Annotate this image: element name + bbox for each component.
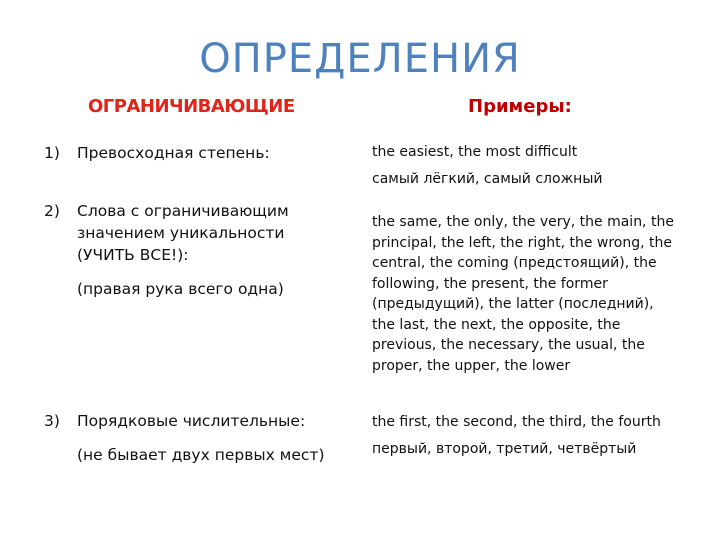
example-line-russian: первый, второй, третий, четвёртый bbox=[372, 440, 637, 457]
item-number: 2) bbox=[44, 202, 60, 220]
example-line-english: the same, the only, the very, the main, the principal, the left, the right, the wrong, the central, the coming (предстоящий), the following, the present, the former (предыдущий), the latter (последний), the last, the next, the opposite, the previous, the necessary, the usual, the proper, the upper, the lower bbox=[372, 214, 674, 374]
list-item-superlative bbox=[44, 142, 344, 164]
slide-title: ОПРЕДЕЛЕНИЯ bbox=[199, 36, 521, 82]
item-note: (не бывает двух первых мест) bbox=[77, 446, 325, 464]
list-item-ordinal bbox=[44, 410, 344, 466]
header-restrictive: ОГРАНИЧИВАЮЩИЕ bbox=[88, 96, 295, 117]
examples-superlative bbox=[372, 142, 680, 189]
item-text: Слова с ограничивающим значением уникальности (УЧИТЬ ВСЕ!): bbox=[77, 202, 289, 264]
examples-ordinal bbox=[372, 412, 680, 459]
item-text: Превосходная степень: bbox=[77, 144, 270, 162]
list-item-uniqueness bbox=[44, 200, 344, 300]
header-examples: Примеры: bbox=[468, 96, 572, 117]
example-line-english: the easiest, the most difficult bbox=[372, 144, 578, 160]
item-number: 1) bbox=[44, 144, 60, 162]
item-text: Порядковые числительные: bbox=[77, 412, 306, 430]
examples-uniqueness bbox=[372, 212, 680, 376]
item-note: (правая рука всего одна) bbox=[77, 280, 284, 298]
item-number: 3) bbox=[44, 412, 60, 430]
example-line-russian: самый лёгкий, самый сложный bbox=[372, 170, 603, 187]
example-line-english: the first, the second, the third, the fourth bbox=[372, 414, 661, 430]
